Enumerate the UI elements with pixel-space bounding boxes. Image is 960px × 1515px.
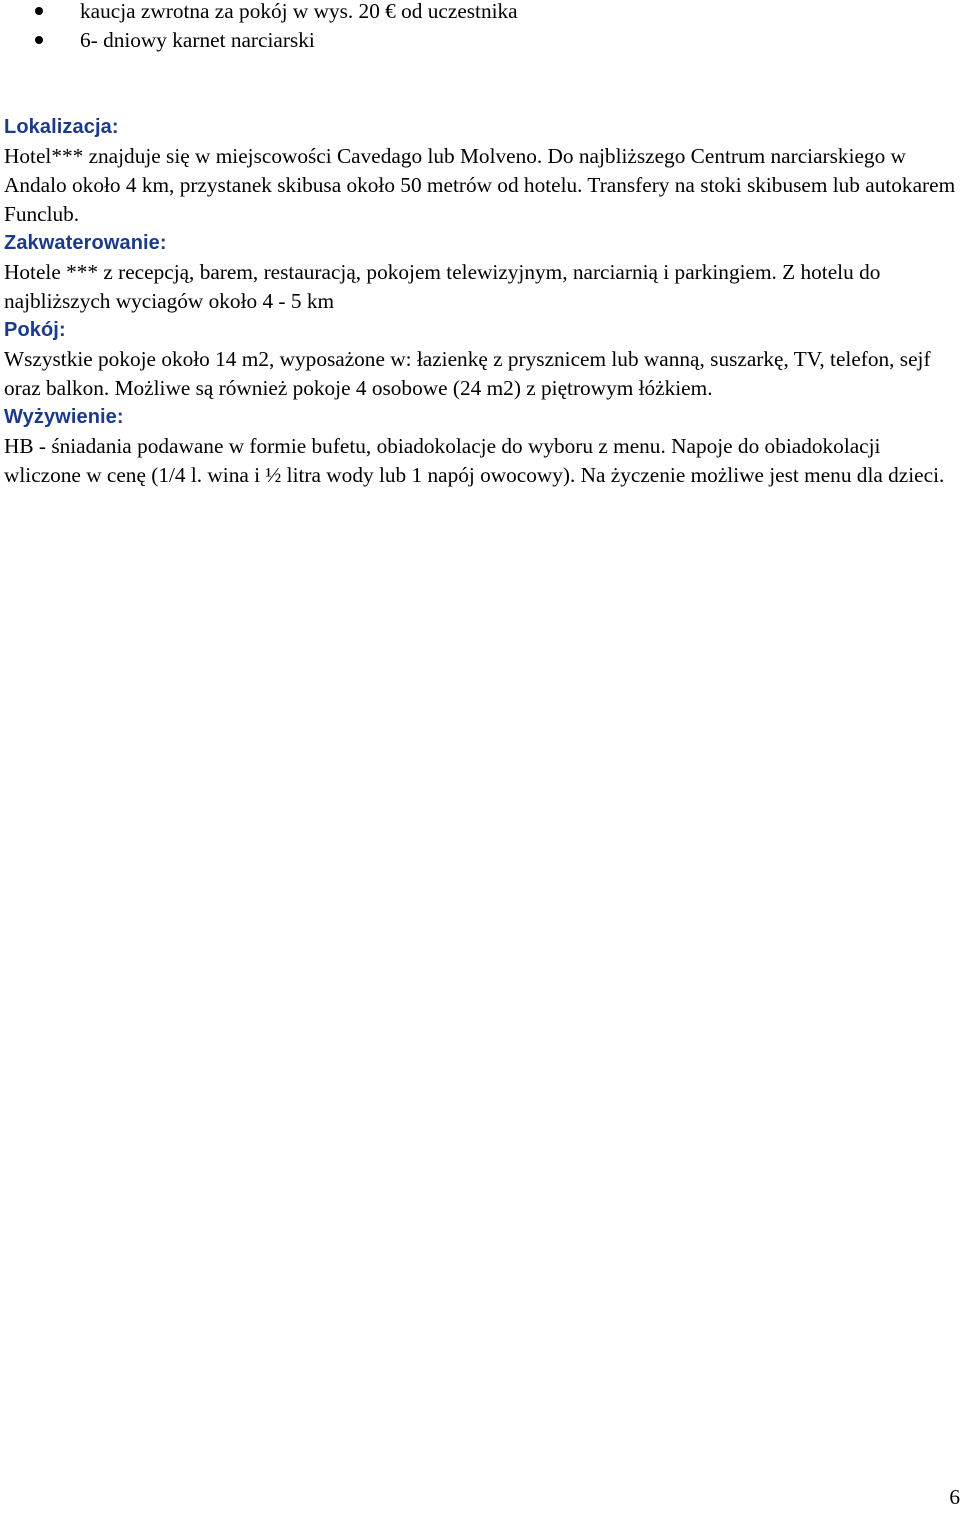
section-text-pokoj: Wszystkie pokoje około 14 m2, wyposażone w: łazienkę z prysznicem lub wanną, suszarkę, TV, telefon, sejf oraz balkon. Możliwe są również pokoje 4 osobowe (24 m2) z piętrowym łóżkiem. [4, 347, 931, 400]
section-text-zakwaterowanie: Hotele *** z recepcją, barem, restauracją, pokojem telewizyjnym, narciarnią i parkingiem. Z hotelu do najbliższych wyciagów około 4 - 5 km [4, 260, 881, 313]
main-content [4, 113, 958, 490]
section-text-wyzywienie: HB - śniadania podawane w formie bufetu, obiadokolacje do wyboru z menu. Napoje do obiadokolacji wliczone w cenę (1/4 l. wina i ½ litra wody lub 1 napój owocowy). Na życzenie możliwe jest menu dla dzieci. [4, 434, 945, 487]
section-heading-wyzywienie: Wyżywienie: [4, 406, 124, 428]
section-text-lokalizacja: Hotel*** znajduje się w miejscowości Cavedago lub Molveno. Do najbliższego Centrum narciarskiego w Andalo około 4 km, przystanek skibusa około 50 metrów od hotelu. Transfery na stoki skibusem lub autokarem Funclub. [4, 144, 956, 226]
section-heading-lokalizacja: Lokalizacja: [4, 116, 119, 138]
page-number: 6 [949, 1485, 960, 1509]
bullet-list [0, 0, 960, 55]
bullet-dot-icon [35, 36, 43, 44]
bullet-dot-icon [35, 7, 43, 15]
section-heading-zakwaterowanie: Zakwaterowanie: [4, 232, 167, 254]
bullet-text: 6- dniowy karnet narciarski [80, 28, 315, 52]
bullet-text: kaucja zwrotna za pokój w wys. 20 € od uczestnika [80, 0, 518, 23]
bullet-item [0, 0, 960, 26]
section-heading-pokoj: Pokój: [4, 319, 66, 341]
bullet-item [0, 26, 960, 55]
